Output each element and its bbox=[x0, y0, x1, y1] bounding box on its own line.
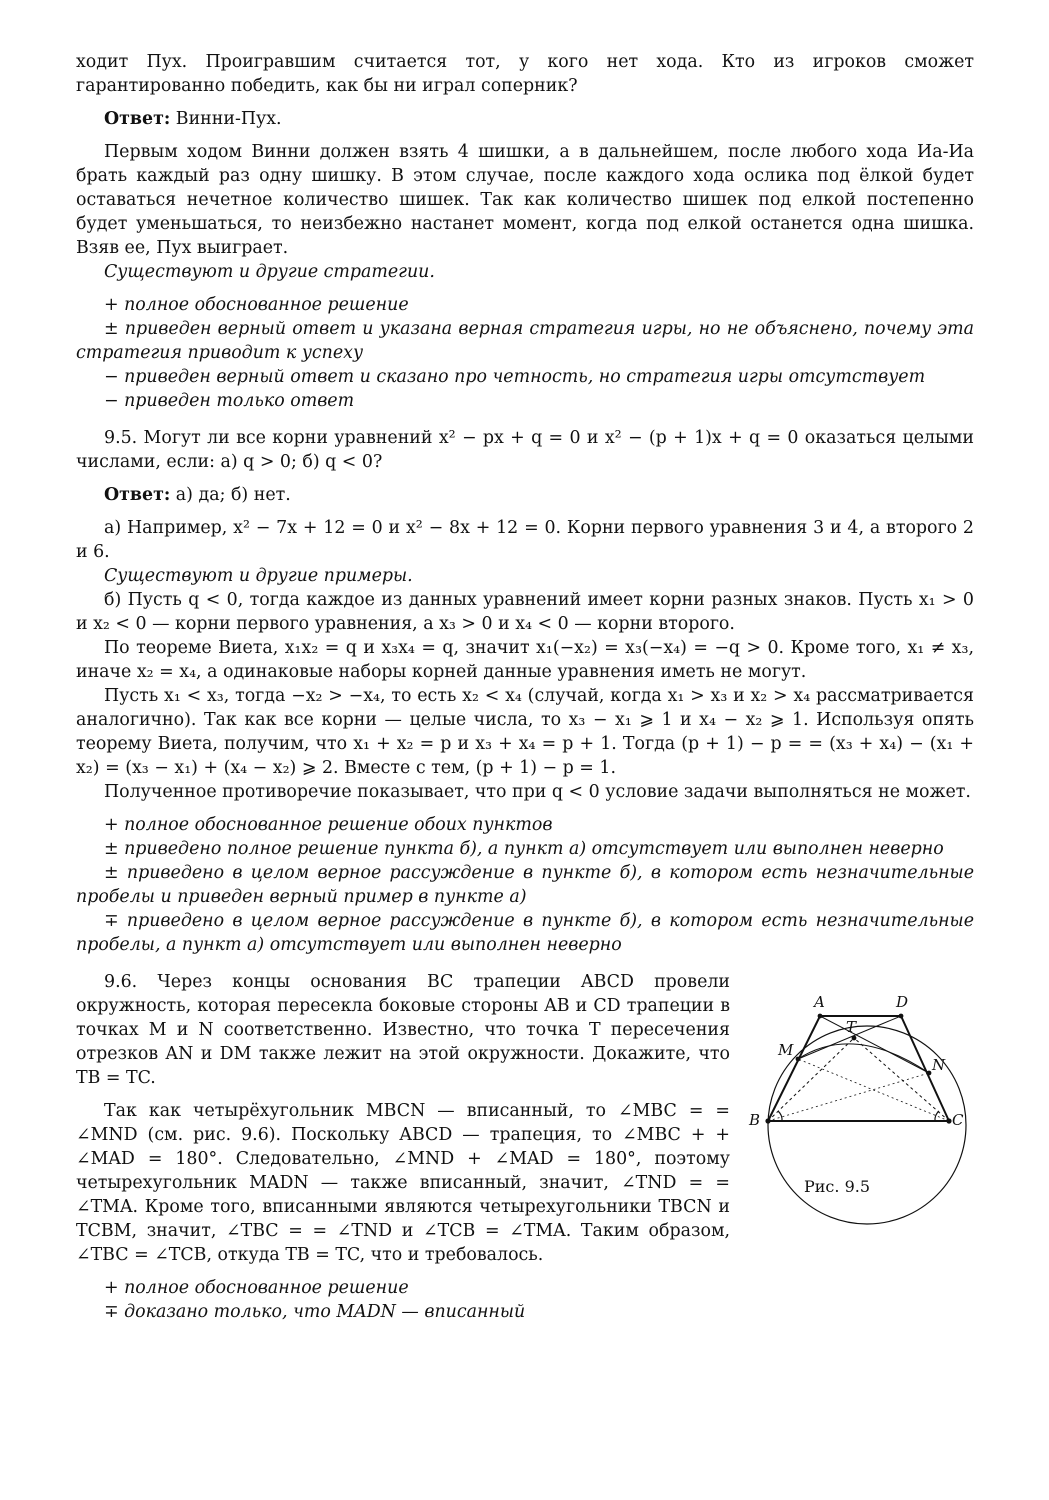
criterion: ± приведено полное решение пункта б), а пункт а) отсутствует или выполнен неверно bbox=[104, 839, 944, 859]
angle-mark bbox=[935, 1111, 939, 1121]
criterion: + полное обоснованное решение bbox=[104, 295, 409, 315]
problem-number: 9.5. bbox=[104, 428, 138, 448]
answer-label: Ответ: bbox=[104, 485, 171, 505]
label-c: C bbox=[952, 1111, 964, 1129]
criterion: ∓ доказано только, что MADN — вписанный bbox=[104, 1302, 526, 1322]
segment-bn bbox=[768, 1073, 929, 1121]
point-a bbox=[818, 1014, 823, 1019]
paragraph: б) Пусть q < 0, тогда каждое из данных уравнений имеет корни разных знаков. Пусть x₁ > 0 и x₂ < 0 — корни первого уравнения, а x₃ > 0 и x₄ < 0 — корни второго. bbox=[76, 590, 974, 634]
label-b: B bbox=[749, 1111, 761, 1129]
answer-line bbox=[76, 483, 974, 507]
paragraph: а) Например, x² − 7x + 12 = 0 и x² − 8x + 12 = 0. Корни первого уравнения 3 и 4, а второго 2 и 6. bbox=[76, 518, 974, 562]
point-n bbox=[927, 1071, 932, 1076]
paragraph: Так как четырёхугольник MBCN — вписанный, то ∠MBC = = ∠MND (см. рис. 9.6). Поскольку ABCD — трапеция, то ∠MBC + + ∠MAD = 180°. Следовательно, ∠MND + ∠MAD = 180°, поэтому четырехугольник MADN — также вписанный, значит, ∠TND = = ∠TMA. Кроме того, вписанными являются четырехугольники TBCN и TCBM, значит, ∠TBC = = ∠TND и ∠TCB = ∠TMA. Таким образом, ∠TBC = ∠TCB, откуда TB = TC, что и требовалось. bbox=[76, 1101, 730, 1265]
problem-number: 9.6. bbox=[104, 972, 138, 992]
label-m: M bbox=[778, 1041, 794, 1059]
angle-mark bbox=[778, 1111, 782, 1121]
figure-caption: Рис. 9.5 bbox=[804, 1177, 871, 1196]
point-c bbox=[946, 1118, 951, 1123]
point-t bbox=[852, 1036, 857, 1041]
geometry-diagram bbox=[744, 953, 974, 1253]
segment-cm bbox=[798, 1059, 949, 1121]
figure-9-5 bbox=[744, 953, 974, 1253]
segment-tc bbox=[854, 1038, 949, 1121]
criterion: ∓ приведено в целом верное рассуждение в пункте б), в котором есть незначительные пробелы, а пункт а) отсутствует или выполнен неверно bbox=[76, 911, 974, 955]
problem-statement bbox=[76, 426, 974, 474]
answer-line bbox=[76, 107, 974, 131]
paragraph: Пусть x₁ < x₃, тогда −x₂ > −x₄, то есть x₂ < x₄ (случай, когда x₁ > x₃ и x₂ > x₄ рассматривается аналогично). Так как все корни — целые числа, то x₃ − x₁ ⩾ 1 и x₄ − x₂ ⩾ 1. Используя опять теорему Виета, получим, что x₁ + x₂ = p и x₃ + x₄ = p + 1. Тогда (p + 1) − p = = (x₃ + x₄) − (x₁ + x₂) = (x₃ − x₁) + (x₄ − x₂) ⩾ 2. Вместе с тем, (p + 1) − p = 1. bbox=[76, 686, 974, 778]
answer-label: Ответ: bbox=[104, 109, 171, 129]
point-b bbox=[765, 1118, 770, 1123]
point-m bbox=[796, 1057, 801, 1062]
label-n: N bbox=[932, 1056, 946, 1074]
paragraph: ходит Пух. Проигравшим считается тот, у кого нет хода. Кто из игроков сможет гарантированно победить, как бы ни играл соперник? bbox=[76, 52, 974, 96]
paragraph: По теореме Виета, x₁x₂ = q и x₃x₄ = q, значит x₁(−x₂) = x₃(−x₄) = −q > 0. Кроме того, x₁ ≠ x₃, иначе x₂ = x₄, а одинаковые наборы корней данные уравнения иметь не могут. bbox=[76, 638, 974, 682]
criterion: + полное обоснованное решение обоих пунктов bbox=[104, 815, 553, 835]
note: Существуют и другие примеры. bbox=[104, 566, 413, 586]
side-ab bbox=[768, 1016, 820, 1121]
note: Существуют и другие стратегии. bbox=[104, 262, 435, 282]
problem-text: Могут ли все корни уравнений x² − px + q = 0 и x² − (p + 1)x + q = 0 оказаться целыми числами, если: а) q > 0; б) q < 0? bbox=[76, 428, 974, 472]
answer-text: а) да; б) нет. bbox=[170, 485, 291, 505]
criterion: + полное обоснованное решение bbox=[104, 1278, 409, 1298]
answer-text: Винни-Пух. bbox=[170, 109, 282, 129]
paragraph: Полученное противоречие показывает, что при q < 0 условие задачи выполняться не может. bbox=[104, 782, 971, 802]
paragraph: Первым ходом Винни должен взять 4 шишки, а в дальнейшем, после любого хода Иа-Иа брать каждый раз одну шишку. В этом случае, после каждого хода ослика под ёлкой будет оставаться нечетное количество шишек. Так как количество шишек под елкой постепенно будет уменьшаться, то неизбежно настанет момент, когда под елкой останется одна шишка. Взяв ее, Пух выиграет. bbox=[76, 142, 974, 258]
criterion: ± приведено в целом верное рассуждение в пункте б), в котором есть незначительные пробелы и приведен верный пример в пункте а) bbox=[76, 863, 974, 907]
criterion: ± приведен верный ответ и указана верная стратегия игры, но не объяснено, почему эта стратегия приводит к успеху bbox=[76, 319, 974, 363]
label-t: T bbox=[846, 1018, 857, 1036]
label-d: D bbox=[896, 993, 909, 1011]
criterion: − приведен только ответ bbox=[104, 391, 355, 411]
problem-text: Через концы основания BC трапеции ABCD провели окружность, которая пересекла боковые стороны AB и CD трапеции в точках M и N соответственно. Известно, что точка T пересечения отрезков AN и DM также лежит на этой окружности. Докажите, что TB = TC. bbox=[76, 972, 730, 1088]
point-d bbox=[899, 1014, 904, 1019]
label-a: A bbox=[814, 993, 825, 1011]
document-page bbox=[76, 50, 974, 1324]
arc-mtn bbox=[798, 1044, 929, 1073]
criterion: − приведен верный ответ и сказано про четность, но стратегия игры отсутствует bbox=[104, 367, 926, 387]
